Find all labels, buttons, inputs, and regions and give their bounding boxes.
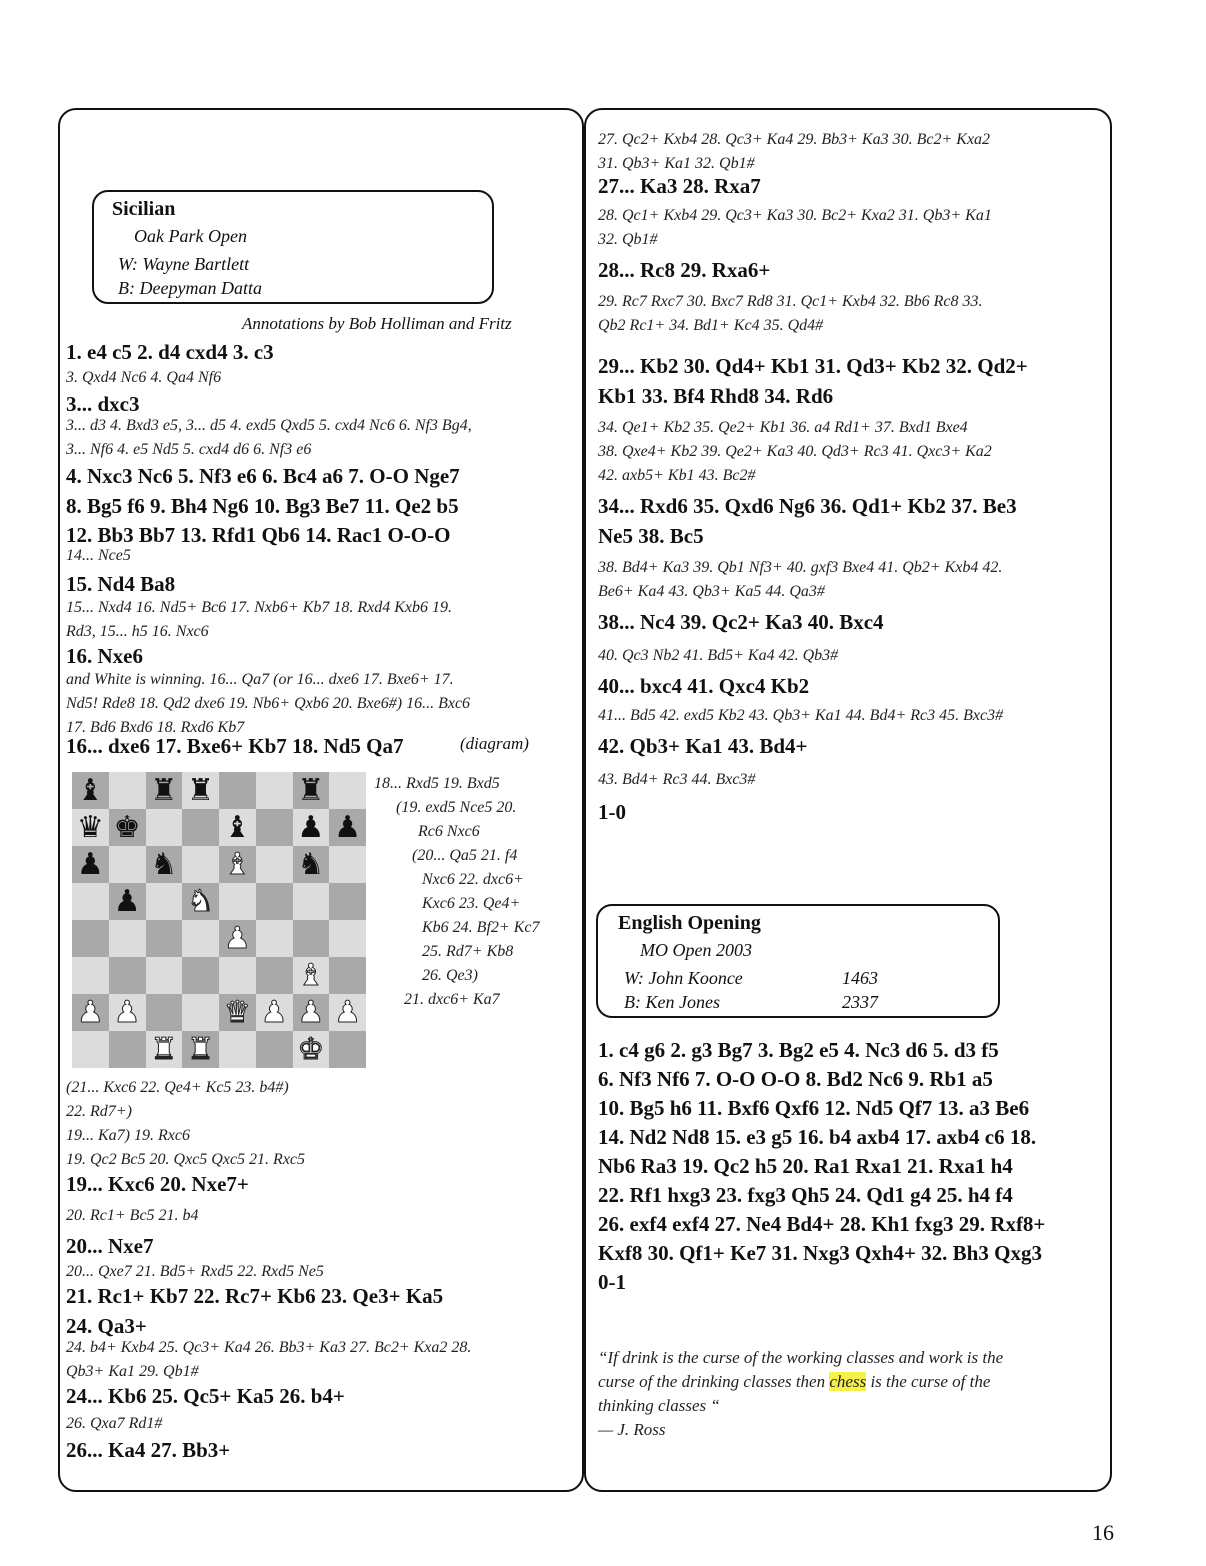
- annotation-line: 28. Qc1+ Kxb4 29. Qc3+ Ka3 30. Bc2+ Kxa2 31. Qb3+ Ka1: [598, 207, 992, 224]
- board-square: [72, 846, 109, 883]
- side-note-line: 18... Rxd5 19. Bxd5: [374, 775, 500, 792]
- board-square: [146, 772, 183, 809]
- board-square: [219, 957, 256, 994]
- move-line: Kb1 33. Bf4 Rhd8 34. Rd6: [598, 384, 834, 408]
- annotation-line: 27. Qc2+ Kxb4 28. Qc3+ Ka4 29. Bb3+ Ka3 30. Bc2+ Kxa2: [598, 131, 991, 148]
- white-player: W: Wayne Bartlett: [118, 254, 250, 274]
- annotation-line: 24. b4+ Kxb4 25. Qc3+ Ka4 26. Bb3+ Ka3 27. Bc2+ Kxa2 28.: [66, 1339, 472, 1356]
- board-square: [72, 772, 109, 809]
- move-line: 21. Rc1+ Kb7 22. Rc7+ Kb6 23. Qe3+ Ka5: [66, 1284, 444, 1308]
- quote-line-1: “If drink is the curse of the working classes and work is the: [598, 1348, 1004, 1367]
- black-pawn-icon: ♟: [297, 810, 325, 844]
- black-pawn-icon: ♟: [334, 810, 362, 844]
- annotation-line: 31. Qb3+ Ka1 32. Qb1#: [598, 155, 755, 172]
- board-square: [219, 1031, 256, 1068]
- black-rook-icon: ♜: [187, 773, 215, 807]
- board-square: [72, 809, 109, 846]
- side-note-line: 26. Qe3): [422, 967, 478, 984]
- board-square: [146, 846, 183, 883]
- annotation-line: Qb3+ Ka1 29. Qb1#: [66, 1363, 199, 1380]
- black-player: B: Deepyman Datta: [118, 278, 262, 298]
- white-pawn-icon: ♟: [260, 995, 288, 1029]
- board-square: [293, 772, 330, 809]
- board-square: [182, 809, 219, 846]
- black-king-icon: ♚: [113, 810, 141, 844]
- annotation-line: Qb2 Rc1+ 34. Bd1+ Kc4 35. Qd4#: [598, 317, 824, 334]
- diagram-label: (diagram): [460, 734, 529, 753]
- annotation-line: Rd3, 15... h5 16. Nxc6: [66, 623, 209, 640]
- quote-line-3: thinking classes “: [598, 1396, 720, 1415]
- board-square: [109, 994, 146, 1031]
- board-square: [182, 994, 219, 1031]
- move-line: 38... Nc4 39. Qc2+ Ka3 40. Bxc4: [598, 610, 884, 634]
- white-pawn-icon: ♟: [113, 995, 141, 1029]
- board-square: [109, 883, 146, 920]
- side-note-line: Rc6 Nxc6: [418, 823, 480, 840]
- board-square: [329, 957, 366, 994]
- move-line: 20... Nxe7: [66, 1234, 154, 1258]
- board-square: [293, 846, 330, 883]
- board-square: [329, 994, 366, 1031]
- black-rook-icon: ♜: [150, 773, 178, 807]
- move-line: 27... Ka3 28. Rxa7: [598, 174, 761, 198]
- game2-move-line: 22. Rf1 hxg3 23. fxg3 Qh5 24. Qd1 g4 25. h4 f4: [598, 1183, 1013, 1207]
- game-header-sicilian: [92, 190, 494, 304]
- move-line: Ne5 38. Bc5: [598, 524, 704, 548]
- white-pawn-icon: ♟: [334, 995, 362, 1029]
- board-square: [72, 957, 109, 994]
- quote-line-2: [598, 1370, 990, 1394]
- board-square: [293, 957, 330, 994]
- annotation-line: 40. Qc3 Nb2 41. Bd5+ Ka4 42. Qb3#: [598, 647, 839, 664]
- board-square: [182, 772, 219, 809]
- annotation-line: 22. Rd7+): [66, 1103, 132, 1120]
- black-pawn-icon: ♟: [76, 847, 104, 881]
- annotation-line: 3... Nf6 4. e5 Nd5 5. cxd4 d6 6. Nf3 e6: [66, 441, 312, 458]
- annotation-line: 3... d3 4. Bxd3 e5, 3... d5 4. exd5 Qxd5 5. cxd4 Nc6 6. Nf3 Bg4,: [66, 417, 472, 434]
- game2-move-line: 10. Bg5 h6 11. Bxf6 Qxf6 12. Nd5 Qf7 13. a3 Be6: [598, 1096, 1030, 1120]
- board-square: [72, 994, 109, 1031]
- board-square: [256, 846, 293, 883]
- game2-move-line: 1. c4 g6 2. g3 Bg7 3. Bg2 e5 4. Nc3 d6 5. d3 f5: [598, 1038, 999, 1062]
- board-square: [109, 957, 146, 994]
- board-square: [182, 1031, 219, 1068]
- annotation-line: (21... Kxc6 22. Qe4+ Kc5 23. b4#): [66, 1079, 289, 1096]
- game2-event: MO Open 2003: [640, 940, 752, 960]
- move-line: 16... dxe6 17. Bxe6+ Kb7 18. Nd5 Qa7: [66, 734, 404, 758]
- board-square: [329, 846, 366, 883]
- left-column: [58, 108, 584, 1492]
- board-square: [329, 1031, 366, 1068]
- board-square: [146, 920, 183, 957]
- annotation-line: 42. axb5+ Kb1 43. Bc2#: [598, 467, 756, 484]
- board-square: [146, 957, 183, 994]
- event-name: Oak Park Open: [134, 226, 247, 246]
- board-square: [109, 1031, 146, 1068]
- board-square: [219, 809, 256, 846]
- board-square: [219, 994, 256, 1031]
- move-line: 19... Kxc6 20. Nxe7+: [66, 1172, 249, 1196]
- annotation-line: 32. Qb1#: [598, 231, 658, 248]
- board-square: [219, 920, 256, 957]
- chess-diagram: [72, 772, 366, 1068]
- board-square: [256, 883, 293, 920]
- white-pawn-icon: ♟: [297, 995, 325, 1029]
- board-square: [256, 809, 293, 846]
- game2-white-rating: 1463: [842, 968, 878, 988]
- annotation-line: 38. Qxe4+ Kb2 39. Qe2+ Ka3 40. Qd3+ Rc3 41. Qxc3+ Ka2: [598, 443, 992, 460]
- board-square: [329, 920, 366, 957]
- annotation-line: 19... Ka7) 19. Rxc6: [66, 1127, 190, 1144]
- quote-author: — J. Ross: [598, 1420, 666, 1439]
- board-square: [293, 920, 330, 957]
- board-square: [219, 772, 256, 809]
- black-knight-icon: ♞: [297, 847, 325, 881]
- side-note-line: 25. Rd7+ Kb8: [422, 943, 514, 960]
- game2-move-line: 14. Nd2 Nd8 15. e3 g5 16. b4 axb4 17. axb4 c6 18.: [598, 1125, 1037, 1149]
- board-square: [146, 994, 183, 1031]
- game2-move-line: Kxf8 30. Qf1+ Ke7 31. Nxg3 Qxh4+ 32. Bh3 Qxg3: [598, 1241, 1042, 1265]
- board-square: [182, 883, 219, 920]
- move-line: 28... Rc8 29. Rxa6+: [598, 258, 771, 282]
- game2-title: English Opening: [618, 912, 761, 934]
- game2-black: B: Ken Jones: [624, 992, 720, 1012]
- board-square: [109, 809, 146, 846]
- move-line: 24... Kb6 25. Qc5+ Ka5 26. b4+: [66, 1384, 345, 1408]
- black-bishop-icon: ♝: [76, 773, 104, 807]
- annotation-line: and White is winning. 16... Qa7 (or 16... dxe6 17. Bxe6+ 17.: [66, 671, 454, 688]
- board-square: [146, 1031, 183, 1068]
- white-queen-icon: ♛: [223, 995, 251, 1029]
- annotator-credit: Annotations by Bob Holliman and Fritz: [242, 314, 512, 333]
- annotation-line: 26. Qxa7 Rd1#: [66, 1415, 163, 1432]
- annotation-line: 34. Qe1+ Kb2 35. Qe2+ Kb1 36. a4 Rd1+ 37. Bxd1 Bxe4: [598, 419, 968, 436]
- game2-move-line: Nb6 Ra3 19. Qc2 h5 20. Ra1 Rxa1 21. Rxa1 h4: [598, 1154, 1013, 1178]
- board-square: [219, 846, 256, 883]
- annotation-line: 17. Bd6 Bxd6 18. Rxd6 Kb7: [66, 719, 245, 736]
- side-note-line: Nxc6 22. dxc6+: [422, 871, 524, 888]
- side-note-line: (20... Qa5 21. f4: [412, 847, 518, 864]
- white-bishop-icon: ♝: [223, 847, 251, 881]
- game2-white: W: John Koonce: [624, 968, 743, 988]
- black-knight-icon: ♞: [150, 847, 178, 881]
- side-note-line: (19. exd5 Nce5 20.: [396, 799, 517, 816]
- annotation-line: Be6+ Ka4 43. Qb3+ Ka5 44. Qa3#: [598, 583, 825, 600]
- white-rook-icon: ♜: [187, 1032, 215, 1066]
- board-square: [182, 957, 219, 994]
- annotation-line: 20. Rc1+ Bc5 21. b4: [66, 1207, 199, 1224]
- move-line: 29... Kb2 30. Qd4+ Kb1 31. Qd3+ Kb2 32. Qd2+: [598, 354, 1028, 378]
- right-column: [584, 108, 1112, 1492]
- move-line: 26... Ka4 27. Bb3+: [66, 1438, 231, 1462]
- move-line: 3... dxc3: [66, 392, 140, 416]
- black-queen-icon: ♛: [76, 810, 104, 844]
- move-line: 40... bxc4 41. Qxc4 Kb2: [598, 674, 810, 698]
- board-square: [146, 809, 183, 846]
- board-square: [256, 772, 293, 809]
- annotation-line: 14... Nce5: [66, 547, 131, 564]
- annotation-line: 29. Rc7 Rxc7 30. Bxc7 Rd8 31. Qc1+ Kxb4 32. Bb6 Rc8 33.: [598, 293, 983, 310]
- board-square: [72, 883, 109, 920]
- quote-line-2a: curse of the drinking classes then: [598, 1372, 830, 1391]
- white-knight-icon: ♞: [187, 884, 215, 918]
- board-square: [146, 883, 183, 920]
- white-rook-icon: ♜: [150, 1032, 178, 1066]
- page-number: 16: [1092, 1520, 1114, 1545]
- game2-move-line: 26. exf4 exf4 27. Ne4 Bd4+ 28. Kh1 fxg3 29. Rxf8+: [598, 1212, 1046, 1236]
- black-bishop-icon: ♝: [223, 810, 251, 844]
- board-square: [329, 883, 366, 920]
- white-bishop-icon: ♝: [297, 958, 325, 992]
- board-square: [329, 809, 366, 846]
- move-line: 34... Rxd6 35. Qxd6 Ng6 36. Qd1+ Kb2 37. Be3: [598, 494, 1017, 518]
- board-square: [72, 1031, 109, 1068]
- annotation-line: 15... Nxd4 16. Nd5+ Bc6 17. Nxb6+ Kb7 18. Rxd4 Kxb6 19.: [66, 599, 453, 616]
- board-square: [109, 846, 146, 883]
- board-square: [109, 920, 146, 957]
- board-square: [256, 1031, 293, 1068]
- board-square: [256, 994, 293, 1031]
- board-square: [293, 809, 330, 846]
- game-header-english: [596, 904, 1000, 1018]
- board-square: [293, 994, 330, 1031]
- side-note-line: 21. dxc6+ Ka7: [404, 991, 500, 1008]
- move-line: 12. Bb3 Bb7 13. Rfd1 Qb6 14. Rac1 O-O-O: [66, 523, 451, 547]
- board-square: [182, 920, 219, 957]
- board-square: [293, 883, 330, 920]
- board-square: [256, 957, 293, 994]
- annotation-line: 20... Qxe7 21. Bd5+ Rxd5 22. Rxd5 Ne5: [66, 1263, 324, 1280]
- move-line: 15. Nd4 Ba8: [66, 572, 176, 596]
- white-pawn-icon: ♟: [223, 921, 251, 955]
- board-square: [109, 772, 146, 809]
- quote-line-2b: is the curse of the: [866, 1372, 991, 1391]
- white-king-icon: ♚: [297, 1032, 325, 1066]
- board-square: [329, 772, 366, 809]
- annotation-line: 3. Qxd4 Nc6 4. Qa4 Nf6: [66, 369, 222, 386]
- board-square: [182, 846, 219, 883]
- annotation-line: 19. Qc2 Bc5 20. Qxc5 Qxc5 21. Rxc5: [66, 1151, 306, 1168]
- annotation-line: Nd5! Rde8 18. Qd2 dxe6 19. Nb6+ Qxb6 20. Bxe6#) 16... Bxc6: [66, 695, 471, 712]
- move-line: 16. Nxe6: [66, 644, 143, 668]
- move-line: 8. Bg5 f6 9. Bh4 Ng6 10. Bg3 Be7 11. Qe2 b5: [66, 494, 459, 518]
- black-pawn-icon: ♟: [113, 884, 141, 918]
- side-note-line: Kxc6 23. Qe4+: [422, 895, 521, 912]
- highlighted-word: chess: [829, 1372, 867, 1391]
- move-line: 42. Qb3+ Ka1 43. Bd4+: [598, 734, 808, 758]
- black-rook-icon: ♜: [297, 773, 325, 807]
- move-line: 24. Qa3+: [66, 1314, 147, 1338]
- move-line: 1. e4 c5 2. d4 cxd4 3. c3: [66, 340, 274, 364]
- board-square: [72, 920, 109, 957]
- game2-black-rating: 2337: [842, 992, 878, 1012]
- side-note-line: Kb6 24. Bf2+ Kc7: [422, 919, 540, 936]
- board-square: [256, 920, 293, 957]
- game2-move-line: 6. Nf3 Nf6 7. O-O O-O 8. Bd2 Nc6 9. Rb1 a5: [598, 1067, 993, 1091]
- game2-move-line: 0-1: [598, 1270, 626, 1294]
- move-line: 4. Nxc3 Nc6 5. Nf3 e6 6. Bc4 a6 7. O-O Nge7: [66, 464, 460, 488]
- annotation-line: 38. Bd4+ Ka3 39. Qb1 Nf3+ 40. gxf3 Bxe4 41. Qb2+ Kxb4 42.: [598, 559, 1003, 576]
- white-pawn-icon: ♟: [76, 995, 104, 1029]
- board-square: [293, 1031, 330, 1068]
- game-title: Sicilian: [112, 198, 176, 220]
- board-square: [219, 883, 256, 920]
- annotation-line: 43. Bd4+ Rc3 44. Bxc3#: [598, 771, 756, 788]
- annotation-line: 41... Bd5 42. exd5 Kb2 43. Qb3+ Ka1 44. Bd4+ Rc3 45. Bxc3#: [598, 707, 1004, 724]
- move-line: 1-0: [598, 800, 626, 824]
